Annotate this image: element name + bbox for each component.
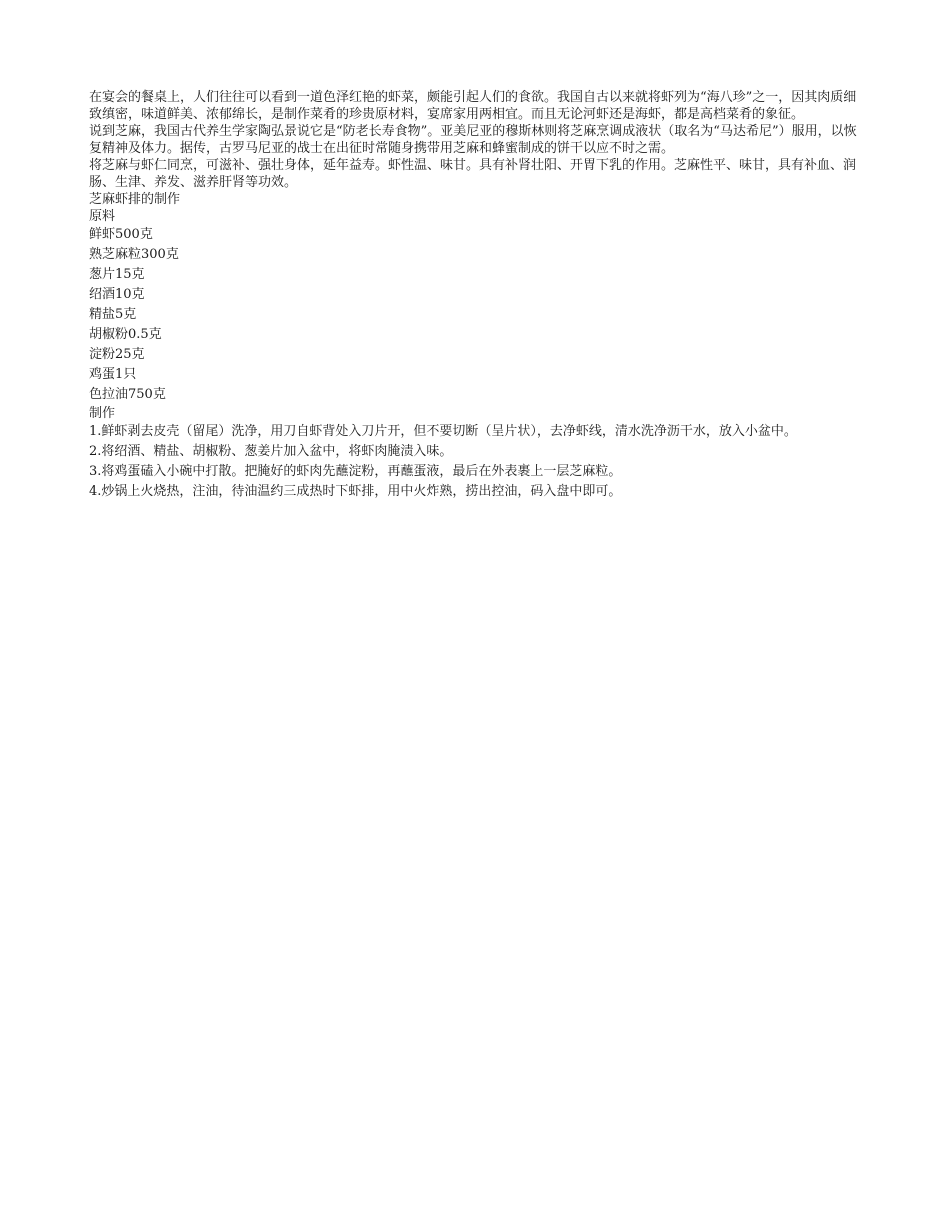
ingredient-item: 绍酒10克 xyxy=(89,287,145,302)
intro-paragraph-2: 说到芝麻，我国古代养生学家陶弘景说它是“防老长寿食物”。亚美尼亚的穆斯林则将芝麻烹调成液状（取名为“马达希尼”）服用，以恢复精神及体力。据传，古罗马尼亚的战士在出征时常随身携带用芝麻和蜂蜜制成的饼干以应不时之需。 xyxy=(89,124,857,156)
intro-paragraph-1: 在宴会的餐桌上，人们往往可以看到一道色泽红艳的虾菜，颇能引起人们的食欲。我国自古以来就将虾列为“海八珍”之一，因其肉质细致缜密，味道鲜美、浓郁绵长，是制作菜肴的珍贵原材料，宴席家用两相宜。而且无论河虾还是海虾，都是高档菜肴的象征。 xyxy=(89,90,857,122)
step-item: 2.将绍酒、精盐、胡椒粉、葱姜片加入盆中，将虾肉腌渍入味。 xyxy=(89,444,453,459)
step-item: 4.炒锅上火烧热，注油，待油温约三成热时下虾排，用中火炸熟，捞出控油，码入盘中即可。 xyxy=(89,484,622,499)
method-heading: 制作 xyxy=(89,406,116,421)
ingredients-list xyxy=(89,225,861,405)
ingredient-item: 胡椒粉0.5克 xyxy=(89,327,162,342)
document-body xyxy=(89,89,861,502)
ingredients-heading: 原料 xyxy=(89,209,116,224)
step-item: 3.将鸡蛋磕入小碗中打散。把腌好的虾肉先蘸淀粉，再蘸蛋液，最后在外表裹上一层芝麻粒。 xyxy=(89,464,622,479)
recipe-title: 芝麻虾排的制作 xyxy=(89,192,181,207)
ingredient-item: 葱片15克 xyxy=(89,267,145,282)
step-item: 1.鲜虾剥去皮壳（留尾）洗净，用刀自虾背处入刀片开，但不要切断（呈片状），去净虾线，清水洗净沥干水，放入小盆中。 xyxy=(89,424,797,439)
ingredient-item: 精盐5克 xyxy=(89,307,137,322)
ingredient-item: 熟芝麻粒300克 xyxy=(89,247,179,262)
ingredient-item: 色拉油750克 xyxy=(89,387,166,402)
ingredient-item: 鸡蛋1只 xyxy=(89,367,137,382)
ingredient-item: 淀粉25克 xyxy=(89,347,145,362)
ingredient-item: 鲜虾500克 xyxy=(89,227,153,242)
steps-list xyxy=(89,422,861,502)
intro-paragraph-3: 将芝麻与虾仁同烹，可滋补、强壮身体，延年益寿。虾性温、味甘。具有补肾壮阳、开胃下乳的作用。芝麻性平、味甘，具有补血、润肠、生津、养发、滋养肝肾等功效。 xyxy=(89,158,857,190)
